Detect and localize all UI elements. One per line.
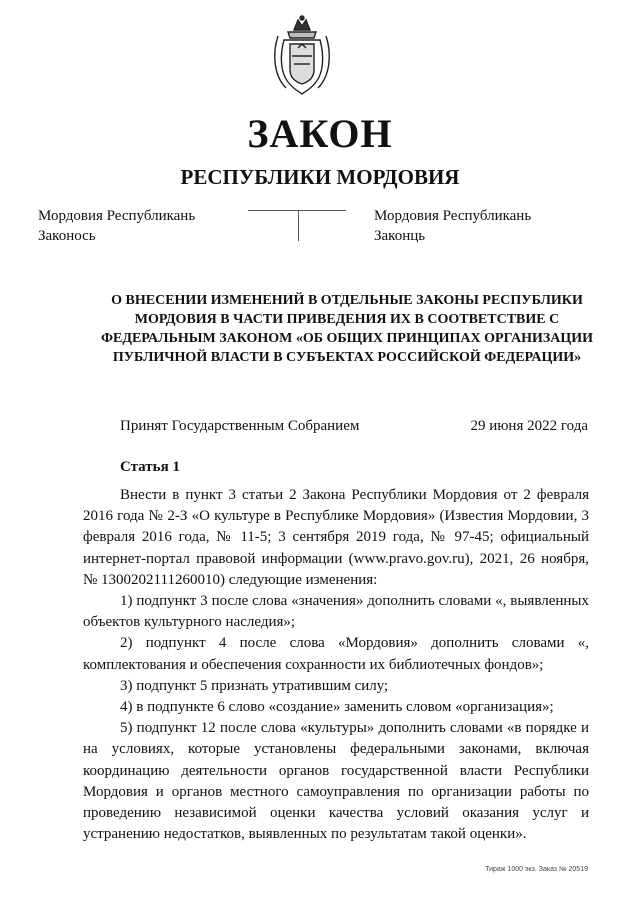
article-paragraph: 2) подпункт 4 после слова «Мордовия» дополнить словами «, комплектования и обеспечения сохранности их библиотечных фондов»; <box>83 635 589 673</box>
print-info: Тираж 1000 экз. Заказ № 20519 <box>485 866 588 873</box>
coat-of-arms-drawing <box>270 14 334 98</box>
article-title: Статья 1 <box>120 459 180 475</box>
article-paragraph: 3) подпункт 5 признать утратившим силу; <box>120 677 389 694</box>
adopted-by: Принят Государственным Собранием <box>120 418 360 434</box>
law-heading: О ВНЕСЕНИИ ИЗМЕНЕНИЙ В ОТДЕЛЬНЫЕ ЗАКОНЫ РЕСПУБЛИКИ МОРДОВИЯ В ЧАСТИ ПРИВЕДЕНИЯ ИХ В СООТВЕТСТВИЕ С ФЕДЕРАЛЬНЫМ ЗАКОНОМ «ОБ ОБЩИХ ПРИНЦИПАХ ОРГАНИЗАЦИИ ПУБЛИЧНОЙ ВЛАСТИ В СУБЪЕКТАХ РОССИЙСКОЙ ФЕДЕРАЦИИ» <box>100 293 594 365</box>
erzya-caption-line: Мордовия Республикань <box>374 208 532 224</box>
moksha-caption <box>38 206 195 246</box>
erzya-caption <box>374 206 531 246</box>
article-paragraph: 1) подпункт 3 после слова «значения» дополнить словами «, выявленных объектов культурного наследия»; <box>83 593 589 631</box>
adoption-line <box>120 416 588 436</box>
header-divider <box>248 210 346 211</box>
article-paragraph: 5) подпункт 12 после слова «культуры» дополнить словами «в порядке и на условиях, которые установлены федеральными законами, включая координацию деятельности органов государственной власти Республики Мордовия и органов местного самоуправления по организации работы по проведению независимой оценки качества условий оказания услуг и устранению недостатков, выявленных по результатам такой оценки». <box>83 720 589 843</box>
erzya-caption-line: Законць <box>374 228 426 244</box>
moksha-caption-line: Законось <box>38 228 96 244</box>
page-subtitle: РЕСПУБЛИКИ МОРДОВИЯ <box>180 165 460 189</box>
article-paragraph: 4) в подпункте 6 слово «создание» заменить словом «организация»; <box>120 699 554 716</box>
adopted-date: 29 июня 2022 года <box>470 418 588 434</box>
coat-of-arms-icon <box>270 14 334 98</box>
article-paragraph: Внести в пункт 3 статьи 2 Закона Республики Мордовия от 2 февраля 2016 года № 2-З «О культуре в Республике Мордовия» (Известия Мордовии, 3 февраля 2016 года, № 11-5; 3 сентября 2019 года, № 97-45; официальный интернет-портал правовой информации (www.pravo.gov.ru), 2021, 26 ноября, № 1300202111260010) следующие изменения: <box>83 487 589 588</box>
header-divider-vertical <box>298 211 299 241</box>
page-title: ЗАКОН <box>247 111 393 156</box>
moksha-caption-line: Мордовия Республикань <box>38 208 196 224</box>
article-body <box>83 485 589 845</box>
